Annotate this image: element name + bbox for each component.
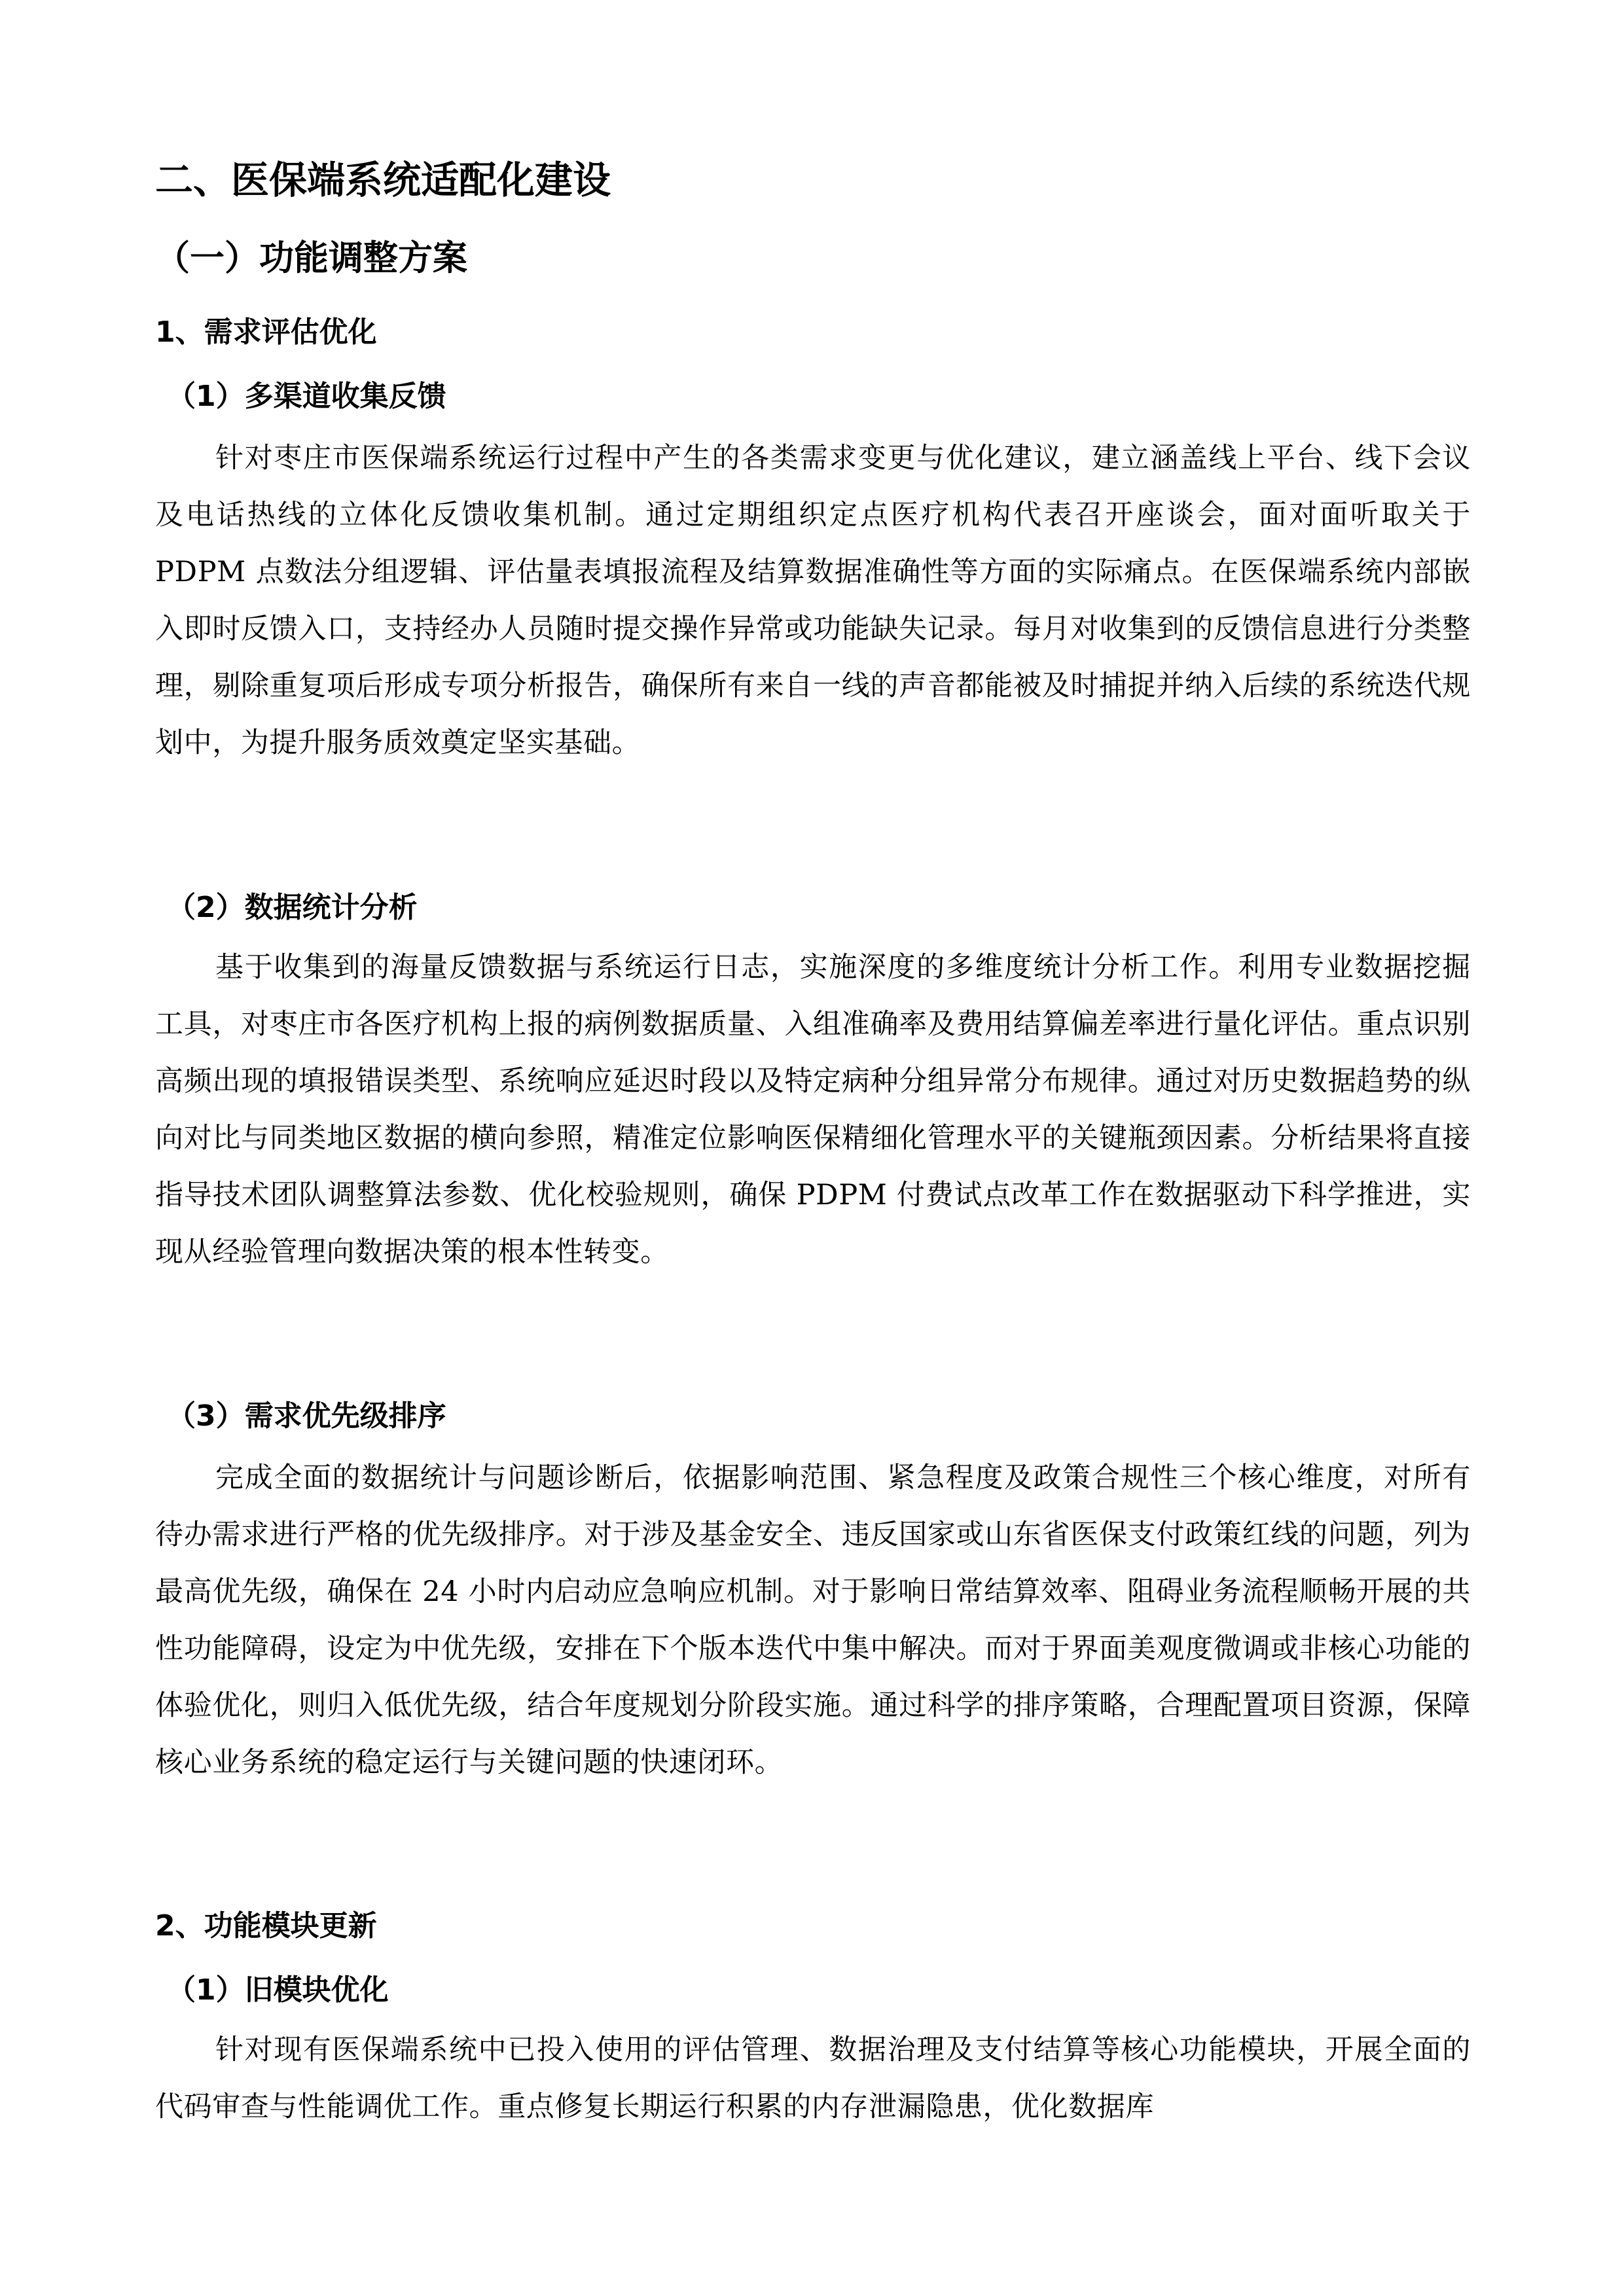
subitem-heading-priority: （3）需求优先级排序 [167,1399,446,1433]
item-heading-module-update: 2、功能模块更新 [155,1909,377,1943]
paragraph-old-module: 针对现有医保端系统中已投入使用的评估管理、数据治理及支付结算等核心功能模块，开展全面的代码审查与性能调优工作。重点修复长期运行积累的内存泄漏隐患，优化数据库 [155,2034,1471,2123]
paragraph-priority: 完成全面的数据统计与问题诊断后，依据影响范围、紧急程度及政策合规性三个核心维度，对所有待办需求进行严格的优先级排序。对于涉及基金安全、违反国家或山东省医保支付政策红线的问题，列为最高优先级，确保在 24 小时内启动应急响应机制。对于影响日常结算效率、阻碍业务流程顺畅开展的共性功能障碍，设定为中优先级，安排在下个版本迭代中集中解决。而对于界面美观度微调或非核心功能的体验优化，则归入低优先级，结合年度规划分阶段实施。通过科学的排序策略，合理配置项目资源，保障核心业务系统的稳定运行与关键问题的快速闭环。 [155,1462,1471,1779]
subitem-heading-feedback: （1）多渠道收集反馈 [167,380,446,413]
subitem-heading-old-module: （1）旧模块优化 [167,1973,389,2007]
paragraph-statistics: 基于收集到的海量反馈数据与系统运行日志，实施深度的多维度统计分析工作。利用专业数据挖掘工具，对枣庄市各医疗机构上报的病例数据质量、入组准确率及费用结算偏差率进行量化评估。重点识别高频出现的填报错误类型、系统响应延迟时段以及特定病种分组异常分布规律。通过对历史数据趋势的纵向对比与同类地区数据的横向参照，精准定位影响医保精细化管理水平的关键瓶颈因素。分析结果将直接指导技术团队调整算法参数、优化校验规则，确保 PDPM 付费试点改革工作在数据驱动下科学推进，实现从经验管理向数据决策的根本性转变。 [155,951,1471,1268]
item-heading-demand-assessment: 1、需求评估优化 [155,315,377,349]
subsection-heading: （一）功能调整方案 [155,238,467,278]
paragraph-feedback: 针对枣庄市医保端系统运行过程中产生的各类需求变更与优化建议，建立涵盖线上平台、线下会议及电话热线的立体化反馈收集机制。通过定期组织定点医疗机构代表召开座谈会，面对面听取关于 PDPM 点数法分组逻辑、评估量表填报流程及结算数据准确性等方面的实际痛点。在医保端系统内部嵌入即时反馈入口，支持经办人员随时提交操作异常或功能缺失记录。每月对收集到的反馈信息进行分类整理，剔除重复项后形成专项分析报告，确保所有来自一线的声音都能被及时捕捉并纳入后续的系统迭代规划中，为提升服务质效奠定坚实基础。 [155,442,1471,759]
subitem-heading-statistics: （2）数据统计分析 [167,891,418,924]
section-heading: 二、医保端系统适配化建设 [155,158,611,202]
